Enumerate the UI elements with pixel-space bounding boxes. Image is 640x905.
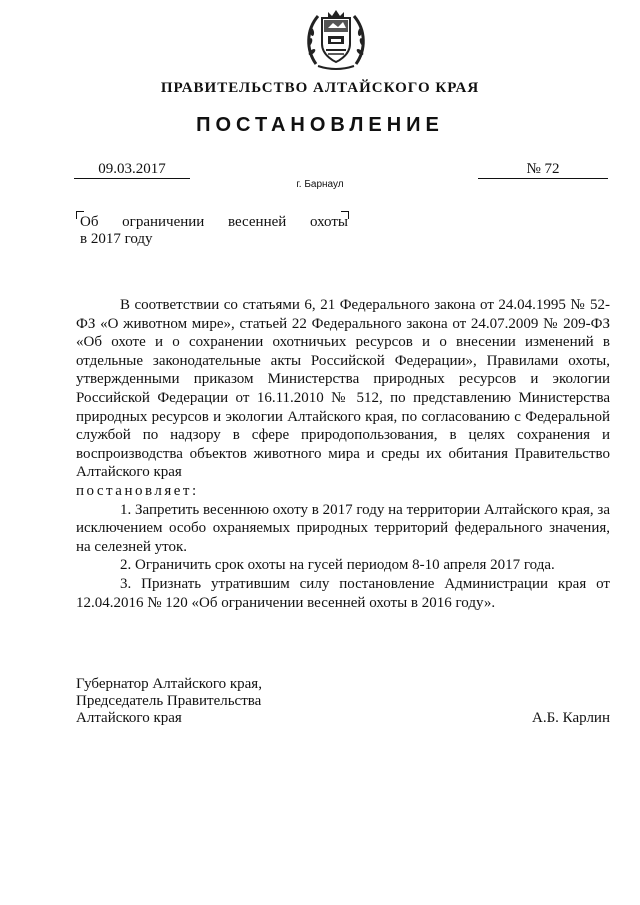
signatory-title — [76, 676, 376, 727]
document-date: 09.03.2017 — [74, 160, 190, 179]
document-body — [76, 296, 610, 612]
document-city: г. Барнаул — [296, 179, 344, 190]
signatory-line-2: Председатель Правительства — [76, 693, 262, 709]
subject-line-2: в 2017 году — [80, 231, 153, 247]
signatory-name: А.Б. Карлин — [531, 710, 610, 726]
document-number: № 72 — [478, 160, 608, 179]
signatory-line-3: Алтайского края — [76, 710, 182, 726]
preamble-paragraph: В соответствии со статьями 6, 21 Федерального закона от 24.04.1995 № 52-ФЗ «О животном мире», статьей 22 Федерального закона от 24.07.2009 № 209-ФЗ «Об охоте и о сохранении охотничьих ресурсов и о внесении изменений в отдельные законодательные акты Российской Федерации», Правилами охоты, утвержденными приказом Министерства природных ресурсов и экологии Российской Федерации от 16.11.2010 № 512, по представлению Министерства природных ресурсов и экологии Алтайского края, по согласованию с Федеральной службой по надзору в сфере природопользования, в целях сохранения и воспроизводства объектов животного мира и среды их обитания Правительство Алтайского края — [76, 297, 610, 481]
resolves-word: постановляет: — [76, 482, 199, 499]
coat-of-arms-icon — [302, 6, 370, 74]
item-3-paragraph: 3. Признать утратившим силу постановление Администрации края от 12.04.2016 № 120 «Об ограничении весенней охоты в 2016 году». — [76, 575, 610, 611]
government-name: ПРАВИТЕЛЬСТВО АЛТАЙСКОГО КРАЯ — [160, 80, 480, 96]
subject-line-1: Об ограничении весенней охоты — [80, 214, 348, 230]
document-subject — [80, 214, 348, 248]
item-2-paragraph: 2. Ограничить срок охоты на гусей периодом 8-10 апреля 2017 года. — [120, 557, 555, 574]
document-type: ПОСТАНОВЛЕНИЕ — [196, 114, 444, 136]
item-1-paragraph: 1. Запретить весеннюю охоту в 2017 году на территории Алтайского края, за исключением особо охраняемых природных территорий федерального значения, на селезней уток. — [76, 501, 610, 555]
signatory-line-1: Губернатор Алтайского края, — [76, 676, 262, 692]
